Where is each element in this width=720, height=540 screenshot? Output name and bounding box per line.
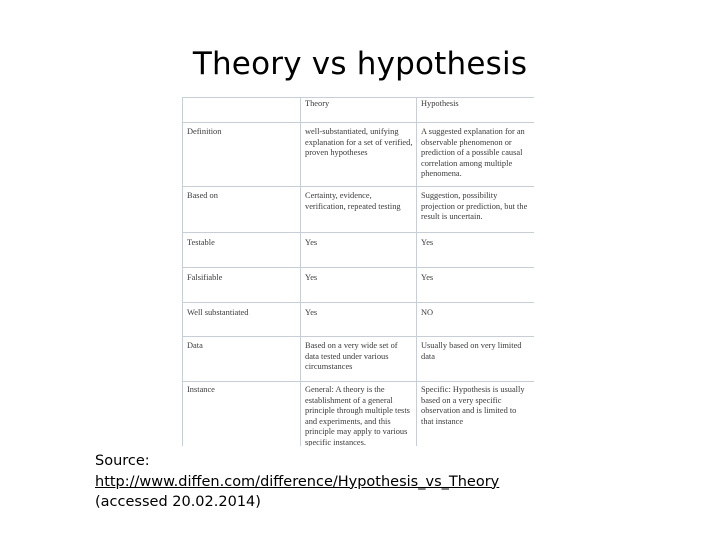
theory-cell: Based on a very wide set of data tested under various circumstances [301,337,417,382]
table-header-cell [183,98,301,123]
hypothesis-cell: Specific: Hypothesis is usually based on a very specific observation and is limited to that instance [417,382,535,447]
table-header-cell: Hypothesis [417,98,535,123]
comparison-table-image [182,97,534,446]
hypothesis-cell: A suggested explanation for an observable phenomenon or prediction of a possible causal correlation among multiple phenomena. [417,123,535,187]
theory-cell: Yes [301,268,417,303]
slide-title: Theory vs hypothesis [192,46,528,82]
row-label: Based on [183,187,301,233]
table-row [183,337,535,382]
source-label: Source: [95,453,150,469]
hypothesis-cell: Yes [417,233,535,268]
row-label: Testable [183,233,301,268]
row-label: Definition [183,123,301,187]
theory-cell: Certainty, evidence, verification, repeated testing [301,187,417,233]
source-citation [95,451,695,513]
table-row [183,303,535,337]
theory-cell: Yes [301,233,417,268]
source-link[interactable]: http://www.diffen.com/difference/Hypothesis_vs_Theory [95,473,500,490]
theory-cell: General: A theory is the establishment of a general principle through multiple tests and experiments, and this principle may apply to various specific instances. [301,382,417,447]
table-row [183,187,535,233]
table-row [183,233,535,268]
hypothesis-cell: Usually based on very limited data [417,337,535,382]
comparison-table [182,97,534,446]
theory-cell: Yes [301,303,417,337]
row-label: Well substantiated [183,303,301,337]
table-row [183,123,535,187]
table-row [183,382,535,447]
table-header-row [183,98,535,123]
theory-cell: well-substantiated, unifying explanation for a set of verified, proven hypotheses [301,123,417,187]
accessed-date: (accessed 20.02.2014) [95,494,261,510]
hypothesis-cell: Suggestion, possibility projection or prediction, but the result is uncertain. [417,187,535,233]
row-label: Data [183,337,301,382]
hypothesis-cell: NO [417,303,535,337]
row-label: Instance [183,382,301,447]
hypothesis-cell: Yes [417,268,535,303]
table-row [183,268,535,303]
table-header-cell: Theory [301,98,417,123]
row-label: Falsifiable [183,268,301,303]
